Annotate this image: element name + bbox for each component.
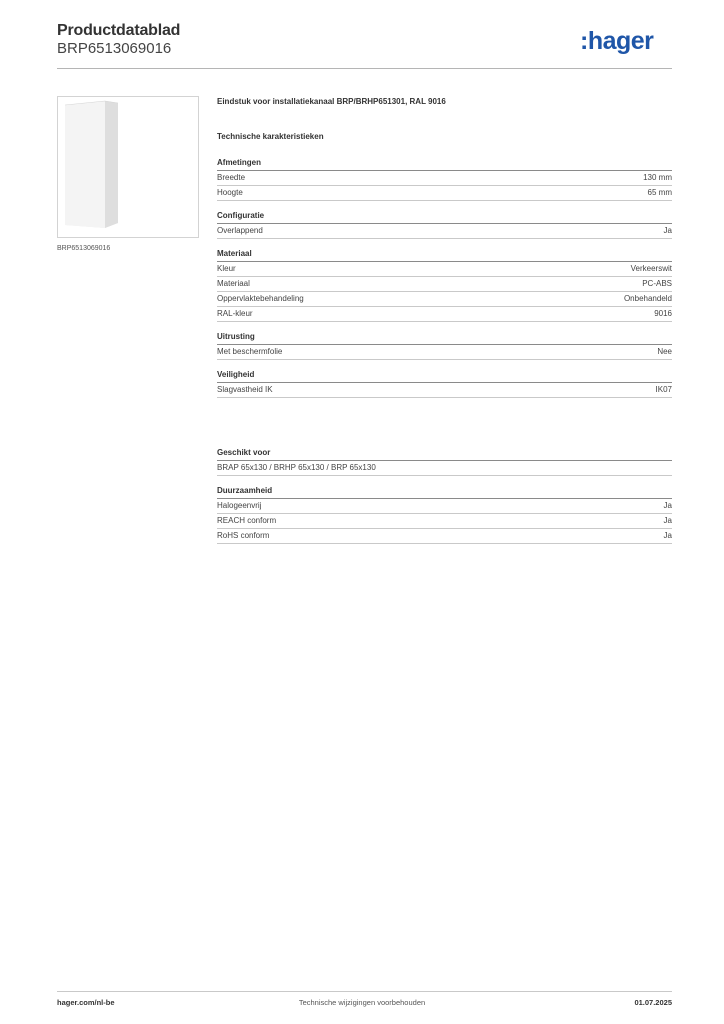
image-caption: BRP6513069016 bbox=[57, 245, 111, 252]
spec-value: Onbehandeld bbox=[623, 294, 672, 303]
spec-value: PC-ABS bbox=[642, 279, 672, 288]
spec-label: Met beschermfolie bbox=[217, 347, 283, 356]
section-title: Configuratie bbox=[217, 209, 672, 224]
spec-label: Halogeenvrij bbox=[217, 501, 262, 510]
spec-label: RoHS conform bbox=[217, 531, 270, 540]
hager-logo bbox=[580, 26, 672, 56]
section-title: Materiaal bbox=[217, 247, 672, 262]
hager-logo-text: :hager bbox=[580, 27, 654, 55]
specs-heading: Technische karakteristieken bbox=[217, 132, 324, 141]
footer-disclaimer: Technische wijzigingen voorbehouden bbox=[298, 998, 426, 1007]
spec-label: Materiaal bbox=[217, 279, 250, 288]
spec-value: Ja bbox=[663, 531, 672, 540]
product-code: BRP6513069016 bbox=[57, 40, 172, 57]
spec-value: Ja bbox=[663, 501, 672, 510]
spec-row bbox=[217, 514, 672, 529]
spec-content bbox=[217, 95, 672, 544]
spec-label: Oppervlaktebehandeling bbox=[217, 294, 304, 303]
header-divider bbox=[57, 68, 672, 69]
spec-value: Verkeerswit bbox=[630, 264, 672, 273]
section-materiaal bbox=[217, 247, 672, 322]
section-configuratie bbox=[217, 209, 672, 239]
spec-row bbox=[217, 292, 672, 307]
spec-label: Slagvastheid IK bbox=[217, 385, 273, 394]
spec-label: RAL-kleur bbox=[217, 309, 253, 318]
spec-label: Overlappend bbox=[217, 226, 263, 235]
spec-row bbox=[217, 499, 672, 514]
section-title: Duurzaamheid bbox=[217, 484, 672, 499]
section-title: Uitrusting bbox=[217, 330, 672, 345]
spec-row bbox=[217, 307, 672, 322]
section-geschikt-voor bbox=[217, 446, 672, 476]
spec-value: 130 mm bbox=[643, 173, 672, 182]
footer-divider bbox=[57, 991, 672, 992]
spec-row bbox=[217, 383, 672, 398]
end-cap-illustration bbox=[58, 97, 198, 237]
spec-label: BRAP 65x130 / BRHP 65x130 / BRP 65x130 bbox=[217, 463, 376, 472]
spec-row bbox=[217, 345, 672, 360]
spec-row bbox=[217, 277, 672, 292]
spec-row bbox=[217, 529, 672, 544]
spec-label: Hoogte bbox=[217, 188, 243, 197]
section-duurzaamheid bbox=[217, 484, 672, 544]
section-veiligheid bbox=[217, 368, 672, 398]
section-title: Veiligheid bbox=[217, 368, 672, 383]
spec-value: IK07 bbox=[655, 385, 672, 394]
product-description: Eindstuk voor installatiekanaal BRP/BRHP651301, RAL 9016 bbox=[217, 97, 446, 106]
spec-value: 65 mm bbox=[647, 188, 672, 197]
spec-label: Kleur bbox=[217, 264, 236, 273]
section-afmetingen bbox=[217, 156, 672, 201]
spec-row bbox=[217, 224, 672, 239]
spec-row bbox=[217, 171, 672, 186]
page-title: Productdatablad bbox=[57, 22, 181, 39]
section-uitrusting bbox=[217, 330, 672, 360]
spec-value: Nee bbox=[657, 347, 672, 356]
footer-date: 01.07.2025 bbox=[634, 998, 672, 1007]
spec-row bbox=[217, 461, 672, 476]
product-image bbox=[57, 96, 199, 238]
spec-label: REACH conform bbox=[217, 516, 277, 525]
spec-value: 9016 bbox=[654, 309, 672, 318]
spec-row bbox=[217, 262, 672, 277]
spec-value: Ja bbox=[663, 226, 672, 235]
section-title: Geschikt voor bbox=[217, 446, 672, 461]
section-title: Afmetingen bbox=[217, 156, 672, 171]
spec-value: Ja bbox=[663, 516, 672, 525]
footer-website-link[interactable]: hager.com/nl-be bbox=[57, 998, 115, 1007]
spec-row bbox=[217, 186, 672, 201]
spec-label: Breedte bbox=[217, 173, 246, 182]
